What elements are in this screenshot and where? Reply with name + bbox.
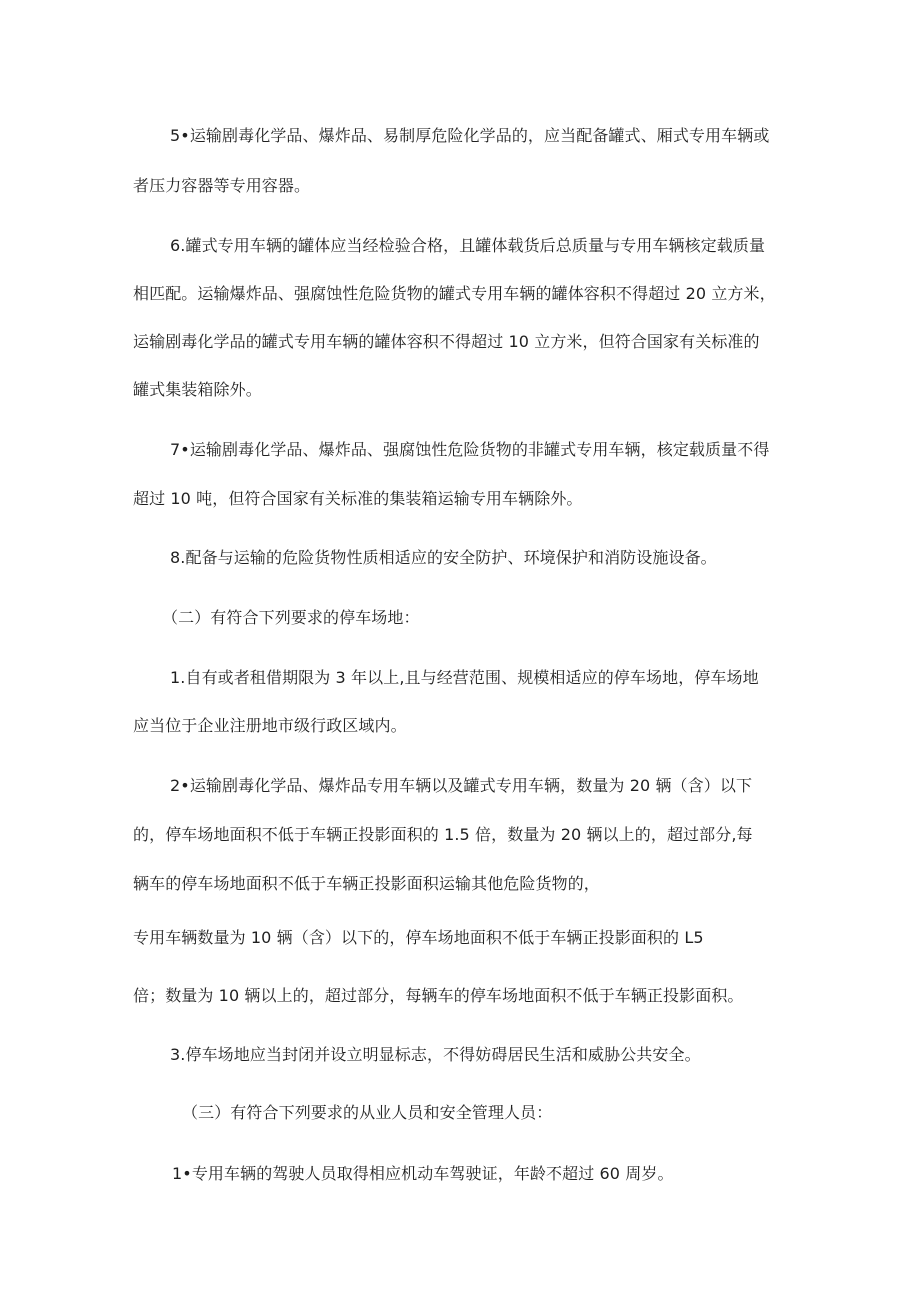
text-line: 1.自有或者租借期限为 3 年以上,且与经营范围、规模相适应的停车场地，停车场地	[170, 668, 759, 687]
text-line: 7•运输剧毒化学品、爆炸品、强腐蚀性危险货物的非罐式专用车辆，核定载质量不得	[170, 440, 770, 459]
text-line: 相匹配。运输爆炸品、强腐蚀性危险货物的罐式专用车辆的罐体容积不得超过 20 立方米，	[133, 284, 776, 303]
text-line: 2•运输剧毒化学品、爆炸品专用车辆以及罐式专用车辆，数量为 20 辆（含）以下	[170, 776, 753, 795]
text-line: 专用车辆数量为 10 辆（含）以下的，停车场地面积不低于车辆正投影面积的 L5	[133, 928, 704, 947]
section-heading: （三）有符合下列要求的从业人员和安全管理人员：	[182, 1103, 553, 1122]
text-line: 6.罐式专用车辆的罐体应当经检验合格，且罐体载货后总质量与专用车辆核定载质量	[170, 236, 766, 255]
text-line: 辆车的停车场地面积不低于车辆正投影面积运输其他危险货物的，	[133, 874, 600, 893]
text-line: 倍；数量为 10 辆以上的，超过部分，每辆车的停车场地面积不低于车辆正投影面积。	[133, 986, 744, 1005]
section-heading: （二）有符合下列要求的停车场地：	[162, 608, 420, 627]
text-line: 3.停车场地应当封闭并设立明显标志，不得妨碍居民生活和威胁公共安全。	[170, 1045, 701, 1064]
text-line: 的，停车场地面积不低于车辆正投影面积的 1.5 倍，数量为 20 辆以上的，超过部分,每	[133, 825, 753, 844]
text-line: 8.配备与运输的危险货物性质相适应的安全防护、环境保护和消防设施设备。	[170, 548, 717, 567]
text-line: 超过 10 吨，但符合国家有关标准的集装箱运输专用车辆除外。	[133, 489, 583, 508]
text-line: 应当位于企业注册地市级行政区域内。	[133, 716, 407, 735]
text-line: 罐式集装箱除外。	[133, 380, 262, 399]
text-line: 5•运输剧毒化学品、爆炸品、易制厚危险化学品的，应当配备罐式、厢式专用车辆或	[170, 126, 770, 145]
text-line: 1•专用车辆的驾驶人员取得相应机动车驾驶证，年龄不超过 60 周岁。	[172, 1164, 674, 1183]
text-line: 者压力容器等专用容器。	[133, 176, 311, 195]
text-line: 运输剧毒化学品的罐式专用车辆的罐体容积不得超过 10 立方米，但符合国家有关标准的	[133, 332, 760, 351]
